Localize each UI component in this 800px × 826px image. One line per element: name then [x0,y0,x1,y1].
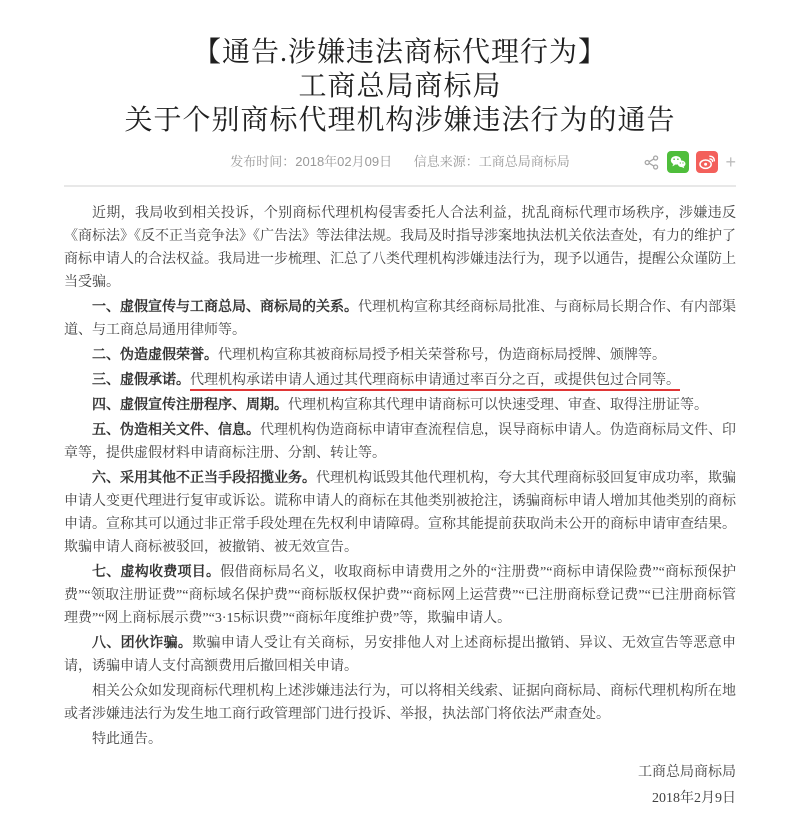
paragraph-text: 近期，我局收到相关投诉，个别商标代理机构侵害委托人合法利益，扰乱商标代理市场秩序，涉嫌违反《商标法》《反不正当竞争法》《广告法》等法律法规。我局及时指导涉案地执法机关依法查处，有力的维护了商标申请人的合法权益。我局进一步梳理、汇总了八类代理机构涉嫌违法行为，现予以通告，提醒公众谨防上当受骗。 [64,206,736,290]
share-bar [642,150,736,174]
paragraph-text: 代理机构宣称其被商标局授予相关荣誉称号，伪造商标局授牌、颁牌等。 [218,348,666,363]
title-line-3: 关于个别商标代理机构涉嫌违法行为的通告 [124,105,676,136]
wechat-icon[interactable] [667,151,689,173]
title-line-2: 工商总局商标局 [298,71,502,102]
paragraph-lead: 四、虚假宣传注册程序、周期。 [92,398,288,413]
paragraph-lead: 一、虚假宣传与工商总局、商标局的关系。 [92,300,358,315]
paragraph-text: 特此通告。 [92,732,162,747]
paragraph-lead: 二、伪造虚假荣誉。 [92,348,218,363]
notice-paragraph [64,632,736,678]
paragraph-lead: 五、伪造相关文件、信息。 [92,423,260,438]
notice-paragraph [64,419,736,465]
notice-paragraph [64,369,736,392]
share-icon[interactable] [642,151,660,173]
notice-paragraph [64,728,736,751]
info-source-label: 信息来源： [413,154,479,169]
paragraph-lead: 六、采用其他不正当手段招揽业务。 [92,471,316,486]
paragraph-text: 假借商标局名义，收取商标申请费用之外的“注册费”“商标申请保险费”“商标预保护费”“领取注册证费”“商标域名保护费”“商标版权保护费”“商标网上运营费”“已注册商标登记费”“已注册商标管理费”“网上商标展示费”“3·15标识费”“商标年度维护费”等，欺骗申请人。 [64,565,736,626]
divider [64,185,736,187]
notice-paragraph [64,202,736,294]
notice-paragraph [64,296,736,342]
paragraph-text: 代理机构诋毁其他代理机构，夸大其代理商标驳回复审成功率，欺骗申请人变更代理进行复审或诉讼。谎称申请人的商标在其他类别被抢注，诱骗商标申请人增加其他类别的商标申请。宣称其可以通过非正常手段处理在先权利申请障碍。宣称其能提前获取尚未公开的商标申请审查结果。欺骗申请人商标被驳回，被撤销、被无效宣告。 [64,471,736,555]
more-share-icon[interactable]: + [725,152,736,172]
notice-paragraph [64,680,736,726]
info-source [414,154,570,169]
paragraph-text: 代理机构伪造商标申请审查流程信息，误导商标申请人。伪造商标局文件、印章等，提供虚假材料申请商标注册、分割、转让等。 [64,423,736,461]
paragraph-text: 代理机构宣称其经商标局批准、与商标局长期合作、有内部渠道、与工商总局通用律师等。 [64,300,736,338]
paragraph-text: 相关公众如发现商标代理机构上述涉嫌违法行为，可以将相关线索、证据向商标局、商标代理机构所在地或者涉嫌违法行为发生地工商行政管理部门进行投诉、举报，执法部门将依法严肃查处。 [64,684,736,722]
publish-time-label: 发布时间： [230,154,296,169]
paragraph-lead: 七、虚构收费项目。 [92,565,221,580]
notice-page [0,36,800,826]
content-container [64,36,736,812]
signature-date: 2018年2月9日 [652,791,736,806]
weibo-icon[interactable] [696,151,718,173]
paragraph-lead: 八、团伙诈骗。 [92,636,193,651]
paragraph-text: 欺骗申请人受让有关商标，另安排他人对上述商标提出撤销、异议、无效宣告等恶意申请，诱骗申请人支付高额费用后撤回相关申请。 [64,636,737,674]
signature-block [64,760,736,812]
paragraph-text: 代理机构承诺申请人通过其代理商标申请通过率百分之百，或提供包过合同等。 [190,373,680,391]
title-line-1: 【通告.涉嫌违法商标代理行为】 [192,37,607,68]
paragraph-lead: 三、虚假承诺。 [92,373,190,388]
publish-time-value: 2018年02月09日 [295,154,393,169]
notice-paragraph [64,344,736,367]
page-title [64,36,736,138]
signature-org: 工商总局商标局 [638,765,736,780]
notice-paragraph [64,561,736,630]
notice-paragraph [64,394,736,417]
publish-time [230,154,392,169]
info-source-value: 工商总局商标局 [478,154,570,169]
notice-body [64,202,736,751]
meta-row [64,149,736,175]
paragraph-text: 代理机构宣称其代理申请商标可以快速受理、审查、取得注册证等。 [288,398,708,413]
notice-paragraph [64,467,736,559]
